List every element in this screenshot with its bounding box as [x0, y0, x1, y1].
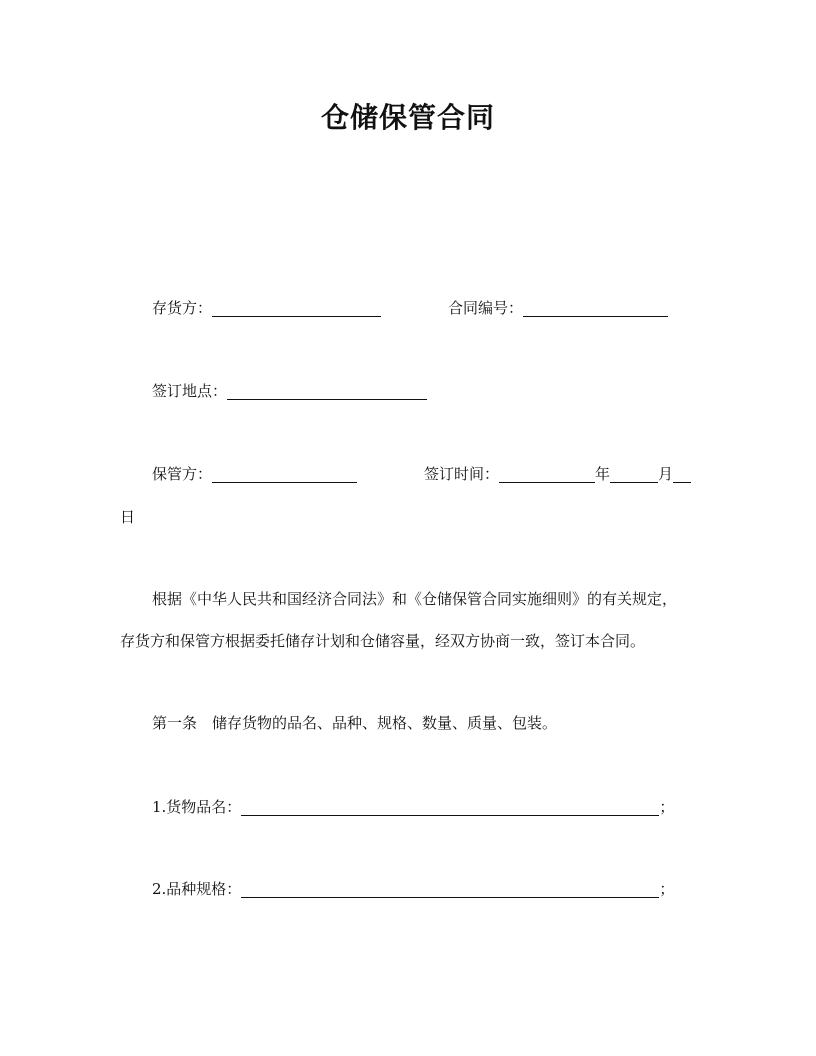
sign-place-line	[152, 381, 427, 401]
custodian-line	[152, 464, 357, 484]
contract-no-blank[interactable]	[523, 300, 668, 317]
day-label: 日	[120, 508, 136, 526]
sign-time-line	[424, 464, 691, 484]
goods-name-end: ；	[659, 798, 675, 816]
document-title: 仓储保管合同	[320, 101, 495, 134]
goods-name-label: 1.货物品名：	[152, 798, 242, 816]
goods-name-blank[interactable]	[241, 799, 659, 816]
sign-place-blank[interactable]	[227, 383, 427, 400]
day-line	[120, 507, 135, 527]
preamble-line-2: 存货方和保管方根据委托储存计划和仓储容量，经双方协商一致，签订本合同。	[120, 632, 646, 650]
spec-end: ；	[659, 880, 675, 898]
custodian-label: 保管方：	[152, 465, 213, 483]
contract-no-label: 合同编号：	[448, 299, 524, 317]
preamble-line-1: 根据《中华人民共和国经济合同法》和《仓储保管合同实施细则》的有关规定，	[152, 590, 678, 608]
spec-label: 2.品种规格：	[152, 880, 242, 898]
year-blank[interactable]	[499, 466, 595, 483]
spec-blank[interactable]	[241, 881, 659, 898]
month-blank[interactable]	[610, 466, 658, 483]
article-1-item-2	[152, 879, 674, 899]
article-1-item-1	[152, 797, 674, 817]
contract-no-line	[448, 298, 668, 318]
article-1-heading: 第一条 储存货物的品名、品种、规格、数量、质量、包装。	[152, 714, 558, 732]
custodian-blank[interactable]	[212, 466, 357, 483]
month-label: 月	[658, 465, 674, 483]
depositor-label: 存货方：	[152, 299, 213, 317]
sign-place-label: 签订地点：	[152, 382, 228, 400]
depositor-line	[152, 298, 381, 318]
depositor-blank[interactable]	[212, 300, 381, 317]
day-blank[interactable]	[673, 466, 691, 483]
sign-time-label: 签订时间：	[424, 465, 500, 483]
year-label: 年	[595, 465, 611, 483]
